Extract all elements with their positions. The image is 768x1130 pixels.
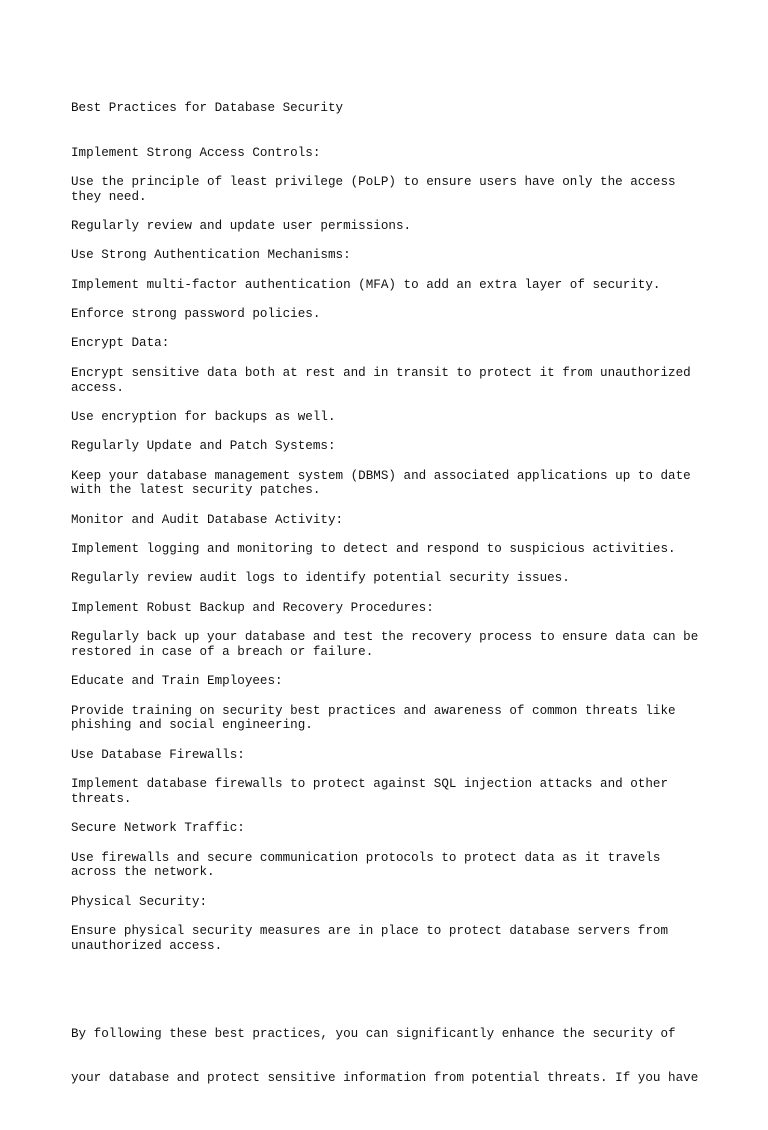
closing-line: By following these best practices, you can significantly enhance the security of: [71, 1026, 676, 1041]
section-heading: Implement Strong Access Controls:: [71, 145, 321, 160]
paragraph-gap: [71, 689, 711, 704]
paragraph-gap: [71, 322, 711, 337]
section: [71, 748, 711, 821]
paragraph-gap: [71, 586, 711, 601]
paragraph-gap: [71, 880, 711, 895]
paragraph-gap: [71, 395, 711, 410]
paragraph: [71, 366, 711, 395]
paragraph-line: with the latest security patches.: [71, 483, 321, 498]
document-body: [71, 72, 711, 1130]
paragraph-gap: [71, 160, 711, 175]
paragraph-gap: [71, 660, 711, 675]
paragraph: [71, 410, 711, 425]
closing-paragraph: [71, 997, 711, 1115]
paragraph-gap: [71, 762, 711, 777]
paragraph-line: Ensure physical security measures are in place to protect database servers from: [71, 923, 669, 938]
paragraph-gap: [71, 953, 711, 968]
section-heading: Regularly Update and Patch Systems:: [71, 439, 336, 454]
section: [71, 821, 711, 894]
paragraph-gap: [71, 836, 711, 851]
section-heading: Physical Security:: [71, 894, 208, 909]
paragraph-gap: [71, 616, 711, 631]
paragraph-line: phishing and social engineering.: [71, 718, 313, 733]
closing-line: your database and protect sensitive information from potential threats. If you have: [71, 1070, 699, 1085]
section-heading: Monitor and Audit Database Activity:: [71, 512, 344, 527]
section-heading: Encrypt Data:: [71, 336, 170, 351]
paragraph-gap: [71, 909, 711, 924]
paragraph-line: Implement logging and monitoring to detect and respond to suspicious activities.: [71, 542, 676, 557]
section: [71, 674, 711, 747]
paragraph-line: Implement multi-factor authentication (MFA) to add an extra layer of security.: [71, 277, 661, 292]
section: [71, 146, 711, 249]
paragraph-gap: [71, 204, 711, 219]
section-heading: Implement Robust Backup and Recovery Procedures:: [71, 600, 434, 615]
section: [71, 513, 711, 601]
paragraph: [71, 175, 711, 204]
paragraph-line: Regularly review audit logs to identify potential security issues.: [71, 571, 570, 586]
section-heading: Use Strong Authentication Mechanisms:: [71, 248, 351, 263]
paragraph-gap: [71, 498, 711, 513]
paragraph-line: Use firewalls and secure communication protocols to protect data as it travels: [71, 850, 661, 865]
paragraph-line: Keep your database management system (DBMS) and associated applications up to date: [71, 468, 691, 483]
paragraph-line: restored in case of a breach or failure.: [71, 644, 374, 659]
paragraph-line: they need.: [71, 189, 147, 204]
paragraph: [71, 307, 711, 322]
section: [71, 336, 711, 439]
paragraph-line: Use the principle of least privilege (PoLP) to ensure users have only the access: [71, 174, 676, 189]
paragraph-line: Provide training on security best practices and awareness of common threats like: [71, 703, 676, 718]
paragraph-line: Regularly back up your database and test the recovery process to ensure data can be: [71, 630, 699, 645]
paragraph: [71, 704, 711, 733]
paragraph-gap: [71, 425, 711, 440]
section-heading: Educate and Train Employees:: [71, 674, 283, 689]
section: [71, 601, 711, 674]
section: [71, 895, 711, 968]
paragraph: [71, 278, 711, 293]
paragraph-gap: [71, 263, 711, 278]
paragraph-gap: [71, 454, 711, 469]
paragraph: [71, 777, 711, 806]
paragraph-line: Regularly review and update user permissions.: [71, 218, 412, 233]
paragraph-line: Encrypt sensitive data both at rest and in transit to protect it from unauthorized: [71, 365, 691, 380]
paragraph-line: Use encryption for backups as well.: [71, 409, 336, 424]
paragraph-gap: [71, 527, 711, 542]
paragraph: [71, 851, 711, 880]
paragraph: [71, 469, 711, 498]
paragraph-gap: [71, 351, 711, 366]
paragraph: [71, 571, 711, 586]
paragraph: [71, 630, 711, 659]
section-heading: Use Database Firewalls:: [71, 747, 245, 762]
section: [71, 439, 711, 512]
paragraph-gap: [71, 806, 711, 821]
paragraph-line: across the network.: [71, 865, 215, 880]
paragraph-line: threats.: [71, 791, 132, 806]
paragraph-line: Implement database firewalls to protect against SQL injection attacks and other: [71, 777, 669, 792]
paragraph-gap: [71, 733, 711, 748]
paragraph-gap: [71, 234, 711, 249]
section: [71, 248, 711, 336]
paragraph-gap: [71, 292, 711, 307]
document-title: Best Practices for Database Security: [71, 101, 344, 116]
paragraph-line: unauthorized access.: [71, 938, 223, 953]
paragraph-line: access.: [71, 380, 124, 395]
paragraph-gap: [71, 557, 711, 572]
section-heading: Secure Network Traffic:: [71, 821, 245, 836]
paragraph-line: Enforce strong password policies.: [71, 307, 321, 322]
paragraph: [71, 542, 711, 557]
paragraph: [71, 219, 711, 234]
paragraph: [71, 924, 711, 953]
document-sections: [71, 146, 711, 969]
